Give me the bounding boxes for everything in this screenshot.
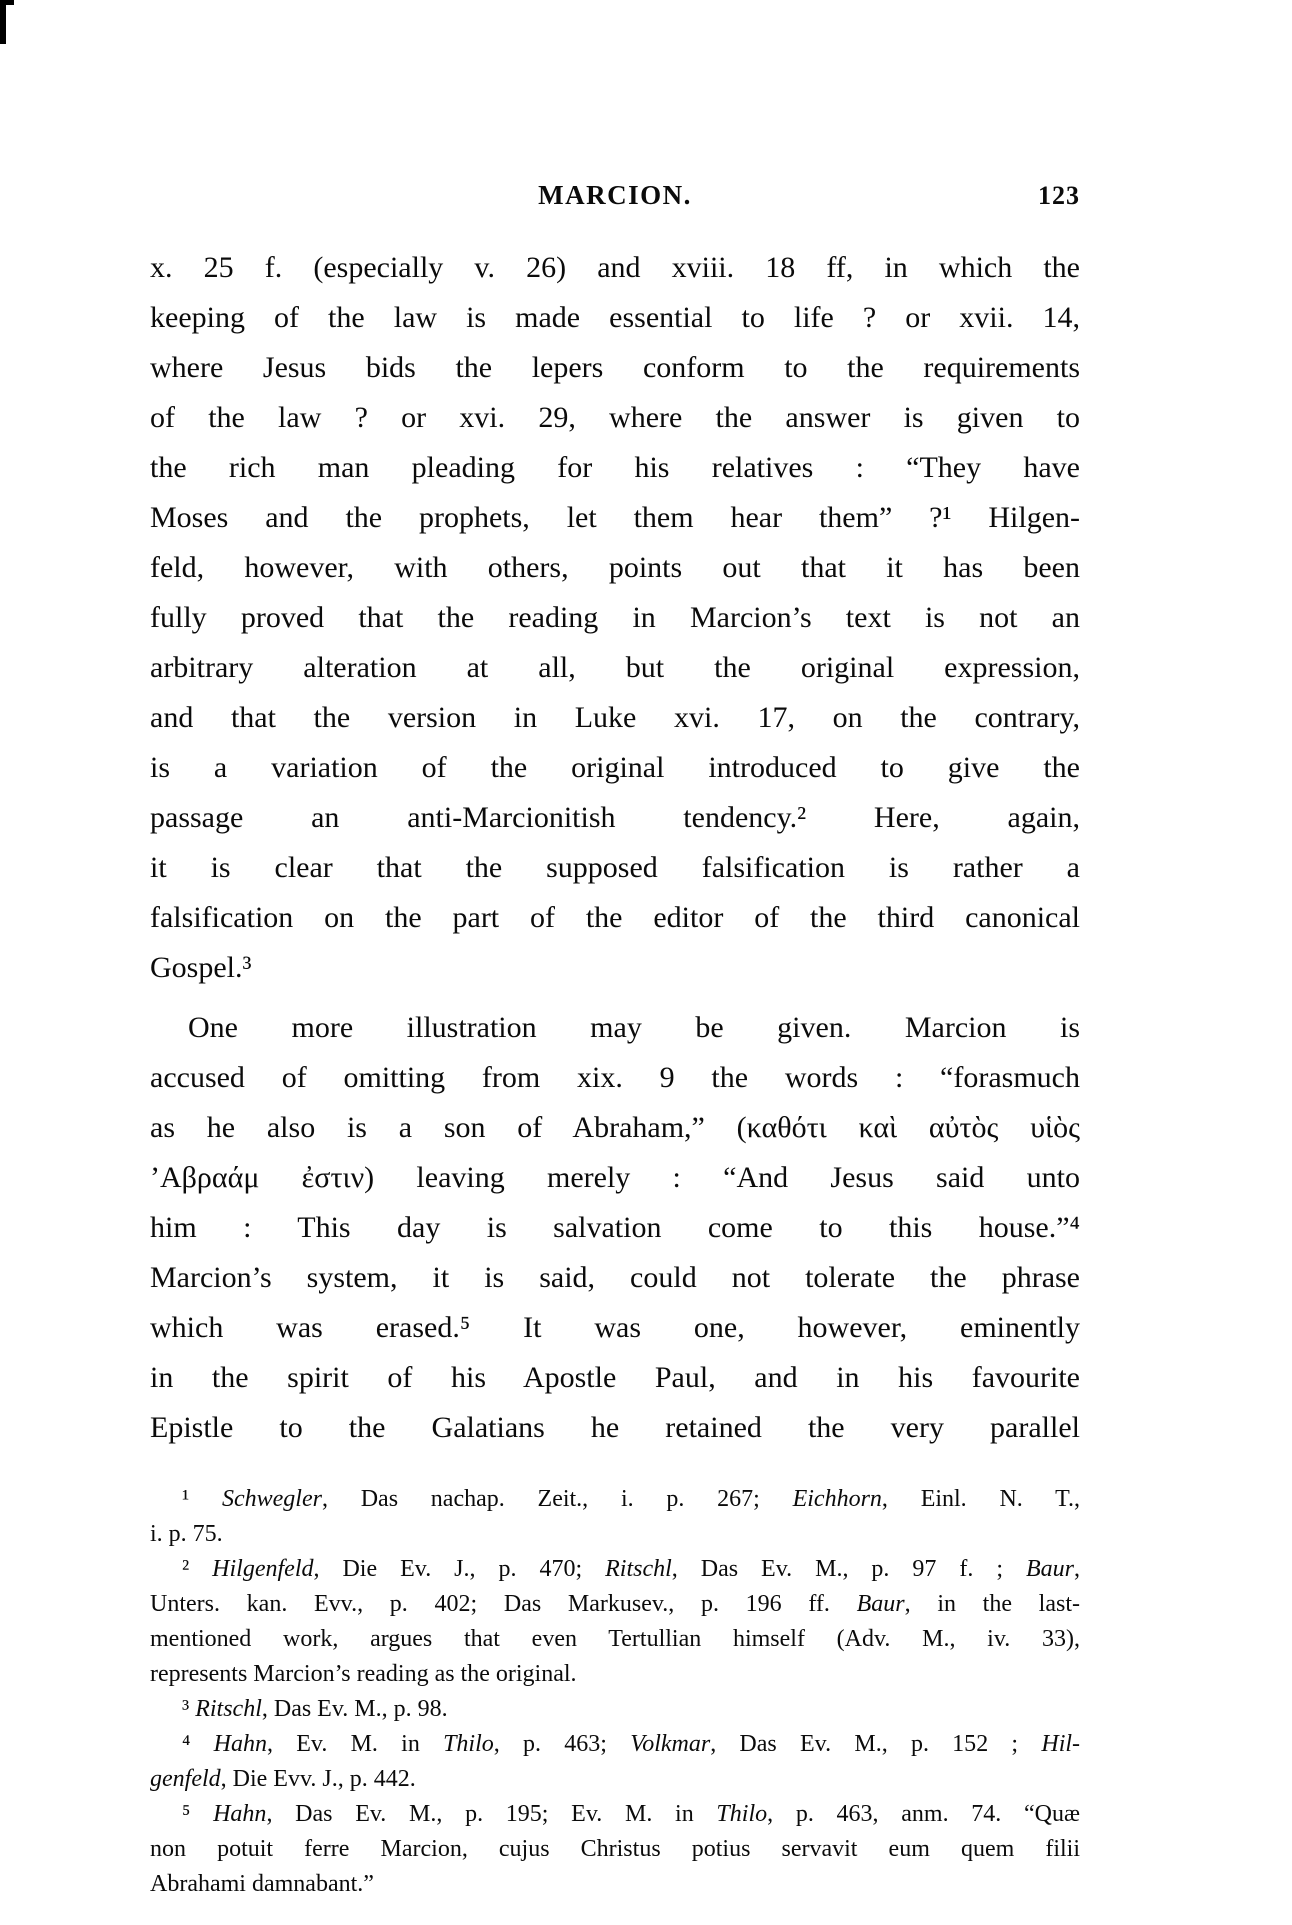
footnote: [150, 1482, 1080, 1552]
text-line: keeping of the law is made essential to life ? or xvii. 14,: [150, 301, 1080, 334]
footnote-line: [150, 1727, 1080, 1762]
footnote-text: , Das Ev. M., p. 98.: [261, 1696, 448, 1722]
footnote-text: , in the last-: [904, 1591, 1081, 1617]
text-line: Marcion’s system, it is said, could not tolerate the phrase: [150, 1261, 1080, 1294]
running-head: [150, 180, 1080, 216]
footnote-text: ⁵: [182, 1801, 214, 1827]
footnote-line: [150, 1657, 1080, 1692]
footnote-text: ,: [1074, 1556, 1080, 1582]
text-line: falsification on the part of the editor of the third canonical: [150, 901, 1080, 934]
text-line: it is clear that the supposed falsification is rather a: [150, 851, 1080, 884]
footnote-line: [150, 1517, 1080, 1552]
paragraph: [150, 243, 1080, 993]
footnote-text: , Ev. M. in: [266, 1731, 444, 1757]
text-line: arbitrary alteration at all, but the original expression,: [150, 651, 1080, 684]
text-line: of the law ? or xvi. 29, where the answer is given to: [150, 401, 1080, 434]
footnote-cited-name: Ritschl: [605, 1556, 672, 1582]
footnote-line: [150, 1692, 1080, 1727]
footnote-line: [150, 1622, 1080, 1657]
footnote-text: , Das Ev. M., p. 97 f. ;: [671, 1556, 1026, 1582]
footnote-cited-name: Hilgenfeld: [212, 1556, 314, 1582]
text-line: and that the version in Luke xvi. 17, on the contrary,: [150, 701, 1080, 734]
text-line: which was erased.⁵ It was one, however, eminently: [150, 1311, 1080, 1344]
footnote-text: i. p. 75.: [150, 1521, 223, 1547]
text-line: feld, however, with others, points out that it has been: [150, 551, 1080, 584]
footnote-cited-name: Thilo: [443, 1731, 494, 1757]
page-number: 123: [1038, 181, 1080, 210]
footnote-line: [150, 1587, 1080, 1622]
footnote-cited-name: Ritschl: [195, 1696, 262, 1722]
text-line: in the spirit of his Apostle Paul, and in his favourite: [150, 1361, 1080, 1394]
text-line: x. 25 f. (especially v. 26) and xviii. 18 ff, in which the: [150, 251, 1080, 284]
footnote-cited-name: Baur: [1026, 1556, 1074, 1582]
footnote-text: , Einl. N. T.,: [881, 1486, 1080, 1512]
footnote-text: , Die Evv. J., p. 442.: [220, 1766, 416, 1792]
footnote-text: ³: [182, 1696, 196, 1722]
footnote-cited-name: Schwegler: [221, 1486, 322, 1512]
footnote-text: mentioned work, argues that even Tertullian himself (Adv. M., iv. 33),: [150, 1626, 1080, 1652]
text-line: Epistle to the Galatians he retained the very parallel: [150, 1411, 1080, 1444]
scan-artifact: [0, 0, 6, 44]
footnote-text: , Das Ev. M., p. 152 ;: [710, 1731, 1042, 1757]
body-text: [150, 243, 1080, 1453]
text-line: One more illustration may be given. Marcion is: [188, 1011, 1080, 1044]
footnote-line: [150, 1867, 1080, 1902]
footnote-cited-name: Thilo: [716, 1801, 768, 1827]
text-line: ’Αβραάμ ἐστιν) leaving merely : “And Jesus said unto: [150, 1161, 1080, 1194]
footnote-line: [150, 1797, 1080, 1832]
footnote-line: [150, 1482, 1080, 1517]
footnote-cited-name: Baur: [856, 1591, 905, 1617]
footnote-text: non potuit ferre Marcion, cujus Christus potius servavit eum quem filii: [150, 1836, 1080, 1862]
text-line: fully proved that the reading in Marcion’s text is not an: [150, 601, 1080, 634]
text-line: accused of omitting from xix. 9 the words : “forasmuch: [150, 1061, 1080, 1094]
footnote-line: [150, 1762, 1080, 1797]
footnote-cited-name: Hil-: [1041, 1731, 1081, 1757]
footnote-text: , p. 463;: [493, 1731, 631, 1757]
footnote-text: represents Marcion’s reading as the original.: [150, 1661, 577, 1687]
footnote: [150, 1797, 1080, 1902]
text-line: him : This day is salvation come to this house.”⁴: [150, 1211, 1080, 1244]
footnote-cited-name: genfeld: [150, 1766, 221, 1792]
text-line: the rich man pleading for his relatives : “They have: [150, 451, 1080, 484]
footnote-text: , p. 463, anm. 74. “Quæ: [767, 1801, 1081, 1827]
text-line: where Jesus bids the lepers conform to the requirements: [150, 351, 1080, 384]
footnote-text: ¹: [182, 1486, 222, 1512]
footnote-text: Abrahami damnabant.”: [150, 1871, 374, 1897]
scan-artifact: [0, 0, 14, 5]
text-line: passage an anti-Marcionitish tendency.² Here, again,: [150, 801, 1080, 834]
footnote-cited-name: Eichhorn: [792, 1486, 882, 1512]
footnote-cited-name: Hahn: [213, 1801, 267, 1827]
text-line: Moses and the prophets, let them hear them” ?¹ Hilgen-: [150, 501, 1080, 534]
footnote-text: , Die Ev. J., p. 470;: [313, 1556, 606, 1582]
footnote-cited-name: Volkmar: [630, 1731, 711, 1757]
footnote-text: Unters. kan. Evv., p. 402; Das Markusev., p. 196 ff.: [150, 1591, 857, 1617]
text-line: Gospel.³: [150, 951, 252, 984]
footnote-text: ⁴: [182, 1731, 214, 1757]
footnote-text: , Das Ev. M., p. 195; Ev. M. in: [266, 1801, 717, 1827]
footnote-text: , Das nachap. Zeit., i. p. 267;: [321, 1486, 793, 1512]
text-line: as he also is a son of Abraham,” (καθότι καὶ αὐτὸς υἱὸς: [150, 1111, 1080, 1144]
footnotes: [150, 1482, 1080, 1902]
footnote: [150, 1552, 1080, 1692]
footnote: [150, 1692, 1080, 1727]
paragraph: [150, 1003, 1080, 1453]
footnote-line: [150, 1832, 1080, 1867]
footnote: [150, 1727, 1080, 1797]
footnote-cited-name: Hahn: [213, 1731, 267, 1757]
text-line: is a variation of the original introduced to give the: [150, 751, 1080, 784]
footnote-text: ²: [182, 1556, 213, 1582]
footnote-line: [150, 1552, 1080, 1587]
page-title: MARCION.: [538, 180, 692, 210]
